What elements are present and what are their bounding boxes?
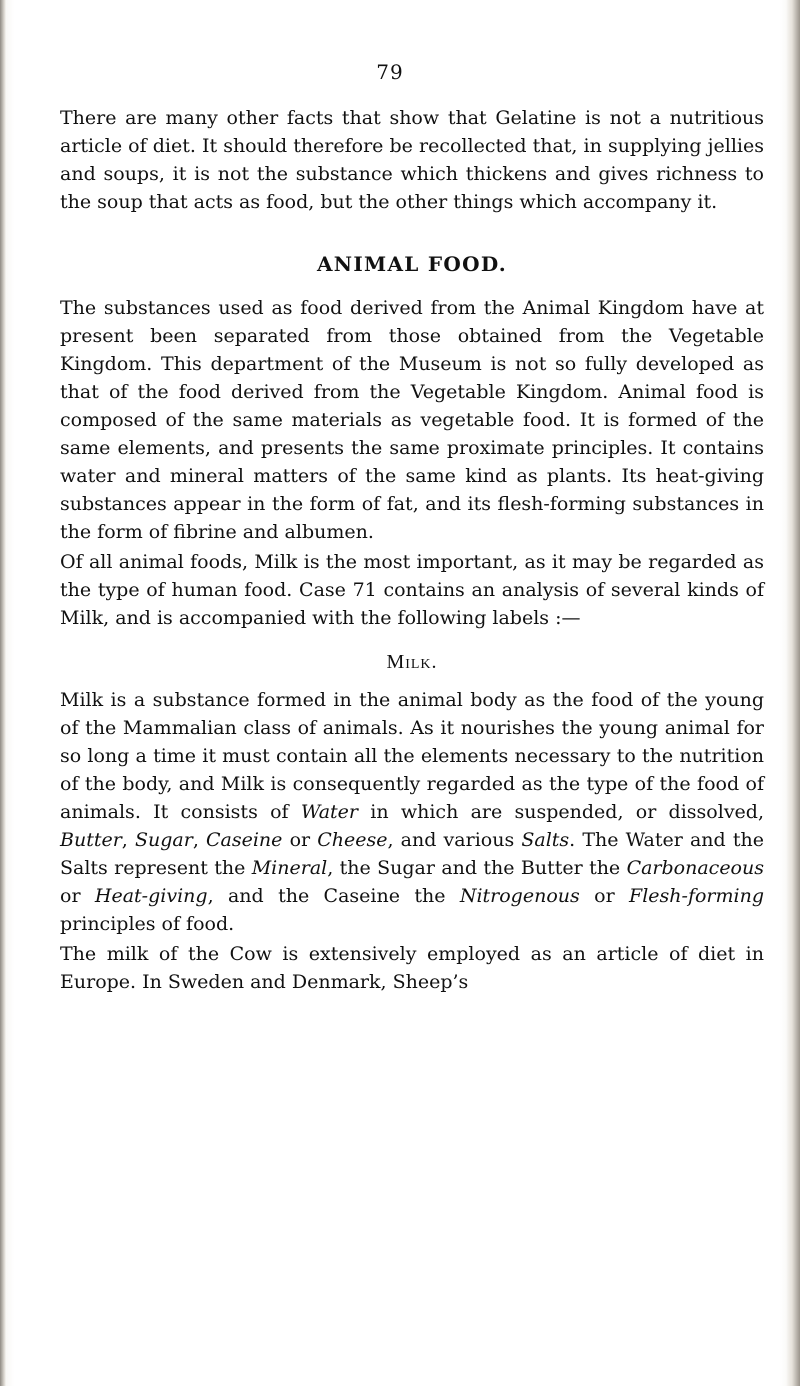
term-salts: Salts xyxy=(521,829,570,851)
intro-paragraph: There are many other facts that show that Gelatine is not a nutritious article of diet. It should therefore be recollected that, in supplying jellies and soups, it is not the substance which thickens and gives richness to the soup that acts as food, but the other things which accompany it. xyxy=(60,107,764,213)
main-text xyxy=(60,104,764,996)
term-nitrogenous: Nitrogenous xyxy=(459,885,580,907)
milk-text-6: , and the Caseine the xyxy=(207,885,460,907)
milk-comma-2: , xyxy=(192,829,206,851)
term-butter: Butter xyxy=(60,829,122,851)
milk-or-3: or xyxy=(579,885,630,907)
term-flesh-forming: Flesh-forming xyxy=(629,885,764,907)
term-caseine: Caseine xyxy=(206,829,283,851)
animal-food-paragraph-2: Of all animal foods, Milk is the most important, as it may be regarded as the type of human food. Case 71 contains an analysis of several kinds of Milk, and is accompanied with the following labels :— xyxy=(60,551,764,629)
milk-comma-1: , xyxy=(121,829,135,851)
milk-text-2: in which are suspended, or dissolved, xyxy=(358,801,764,823)
milk-text-7: principles of food. xyxy=(60,913,235,935)
page-right-edge xyxy=(786,0,800,1386)
term-cheese: Cheese xyxy=(317,829,388,851)
term-carbonaceous: Carbonaceous xyxy=(626,857,764,879)
milk-or-2: or xyxy=(60,885,95,907)
animal-food-paragraph-1: The substances used as food derived from the Animal Kingdom have at present been separated from those obtained from the Vegetable Kingdom. This department of the Museum is not so fully developed as that of the food derived from the Vegetable Kingdom. Animal food is composed of the same materials as vegetable food. It is formed of the same elements, and presents the same proximate principles. It contains water and mineral matters of the same kind as plants. Its heat-giving substances appear in the form of fat, and its flesh-forming substances in the form of fibrine and albumen. xyxy=(60,297,764,543)
term-mineral: Mineral xyxy=(251,857,328,879)
page-number: 79 xyxy=(376,60,404,84)
milk-paragraph-2: The milk of the Cow is extensively employed as an article of diet in Europe. In Sweden and Denmark, Sheep’s xyxy=(60,943,764,993)
term-water: Water xyxy=(300,801,358,823)
milk-or-1: or xyxy=(282,829,318,851)
milk-text-3: , and various xyxy=(387,829,522,851)
page-left-edge xyxy=(0,0,6,1386)
milk-text-4: . The Water and the Salts represent the xyxy=(60,829,764,879)
term-heat-giving: Heat-giving xyxy=(94,885,208,907)
milk-text-5: , the Sugar and the Butter the xyxy=(327,857,627,879)
milk-heading: Milk. xyxy=(386,651,438,673)
animal-food-heading: ANIMAL FOOD. xyxy=(316,252,508,276)
term-sugar: Sugar xyxy=(134,829,193,851)
milk-paragraph-1 xyxy=(60,686,764,938)
milk-text-1: Milk is a substance formed in the animal body as the food of the young of the Mammalian class of animals. As it nourishes the young animal for so long a time it must contain all the elements necessary to the nutrition of the body, and Milk is consequently regarded as the type of the food of animals. It consists of xyxy=(60,689,764,823)
